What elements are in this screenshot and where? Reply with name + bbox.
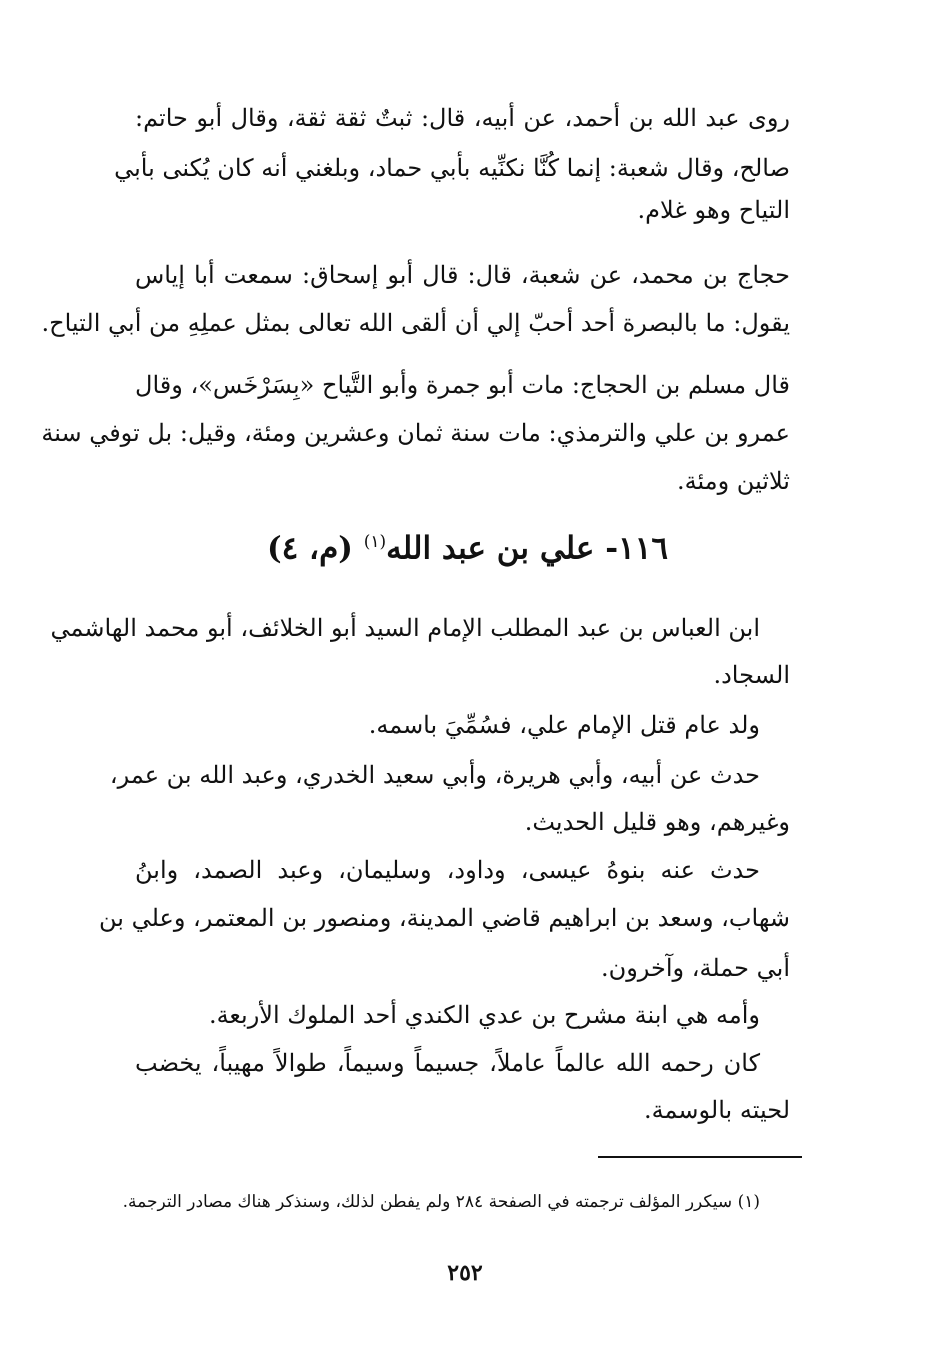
text-line: قال مسلم بن الحجاج: مات أبو جمرة وأبو التَّياح «بِسَرْخَس»، وقال	[135, 371, 790, 399]
text-line: صالح، وقال شعبة: إنما كُنَّا نكنِّيه بأبي حماد، وبلغني أنه كان يُكنى بأبي	[114, 154, 790, 182]
text-line: كان رحمه الله عالماً عاملاً، جسيماً وسيماً، طوالاً مهيباً، يخضب	[135, 1049, 760, 1077]
text-line: التياح وهو غلام.	[637, 196, 790, 224]
text-line: ثلاثين ومئة.	[676, 467, 790, 495]
footnote-separator	[598, 1156, 802, 1158]
text-line: عمرو بن علي والترمذي: مات سنة ثمان وعشرين ومئة، وقيل: بل توفي سنة	[41, 419, 790, 447]
text-line: يقول: ما بالبصرة أحد أحبّ إلي أن ألقى الله تعالى بمثل عملِهِ من أبي التياح.	[41, 309, 790, 337]
footnote-marker: (١)	[363, 532, 387, 552]
page-number: ٢٥٢	[447, 1260, 483, 1286]
text-line: السجاد.	[713, 661, 790, 689]
text-line: أبي حملة، وآخرون.	[600, 954, 790, 982]
text-line: ابن العباس بن عبد المطلب الإمام السيد أبو الخلائف، أبو محمد الهاشمي	[50, 614, 760, 642]
text-line: وغيرهم، وهو قليل الحديث.	[524, 808, 790, 836]
text-line: وأمه هي ابنة مشرح بن عدي الكندي أحد الملوك الأربعة.	[208, 1001, 760, 1029]
text-line: شهاب، وسعد بن ابراهيم قاضي المدينة، ومنصور بن المعتمر، وعلي بن	[98, 904, 790, 932]
footnote: (١) سيكرر المؤلف ترجمته في الصفحة ٢٨٤ ولم يفطن لذلك، وسنذكر هناك مصادر الترجمة.	[122, 1192, 760, 1212]
text-line: حدث عن أبيه، وأبي هريرة، وأبي سعيد الخدري، وعبد الله بن عمر،	[109, 761, 760, 789]
text-line: ولد عام قتل الإمام علي، فسُمِّيَ باسمه.	[368, 711, 760, 739]
text-line: لحيته بالوسمة.	[644, 1096, 790, 1124]
entry-title: ١١٦- علي بن عبد الله	[386, 530, 669, 567]
entry-heading	[140, 518, 795, 572]
entry-codes: (م، ٤)	[266, 530, 353, 567]
text-line: حجاج بن محمد، عن شعبة، قال: قال أبو إسحاق: سمعت أبا إياس	[135, 261, 790, 289]
text-line: حدث عنه بنوهُ عيسى، وداود، وسليمان، وعبد الصمد، وابنُ	[135, 856, 760, 884]
text-line: روى عبد الله بن أحمد، عن أبيه، قال: ثبتٌ ثقة ثقة، وقال أبو حاتم:	[135, 104, 791, 132]
